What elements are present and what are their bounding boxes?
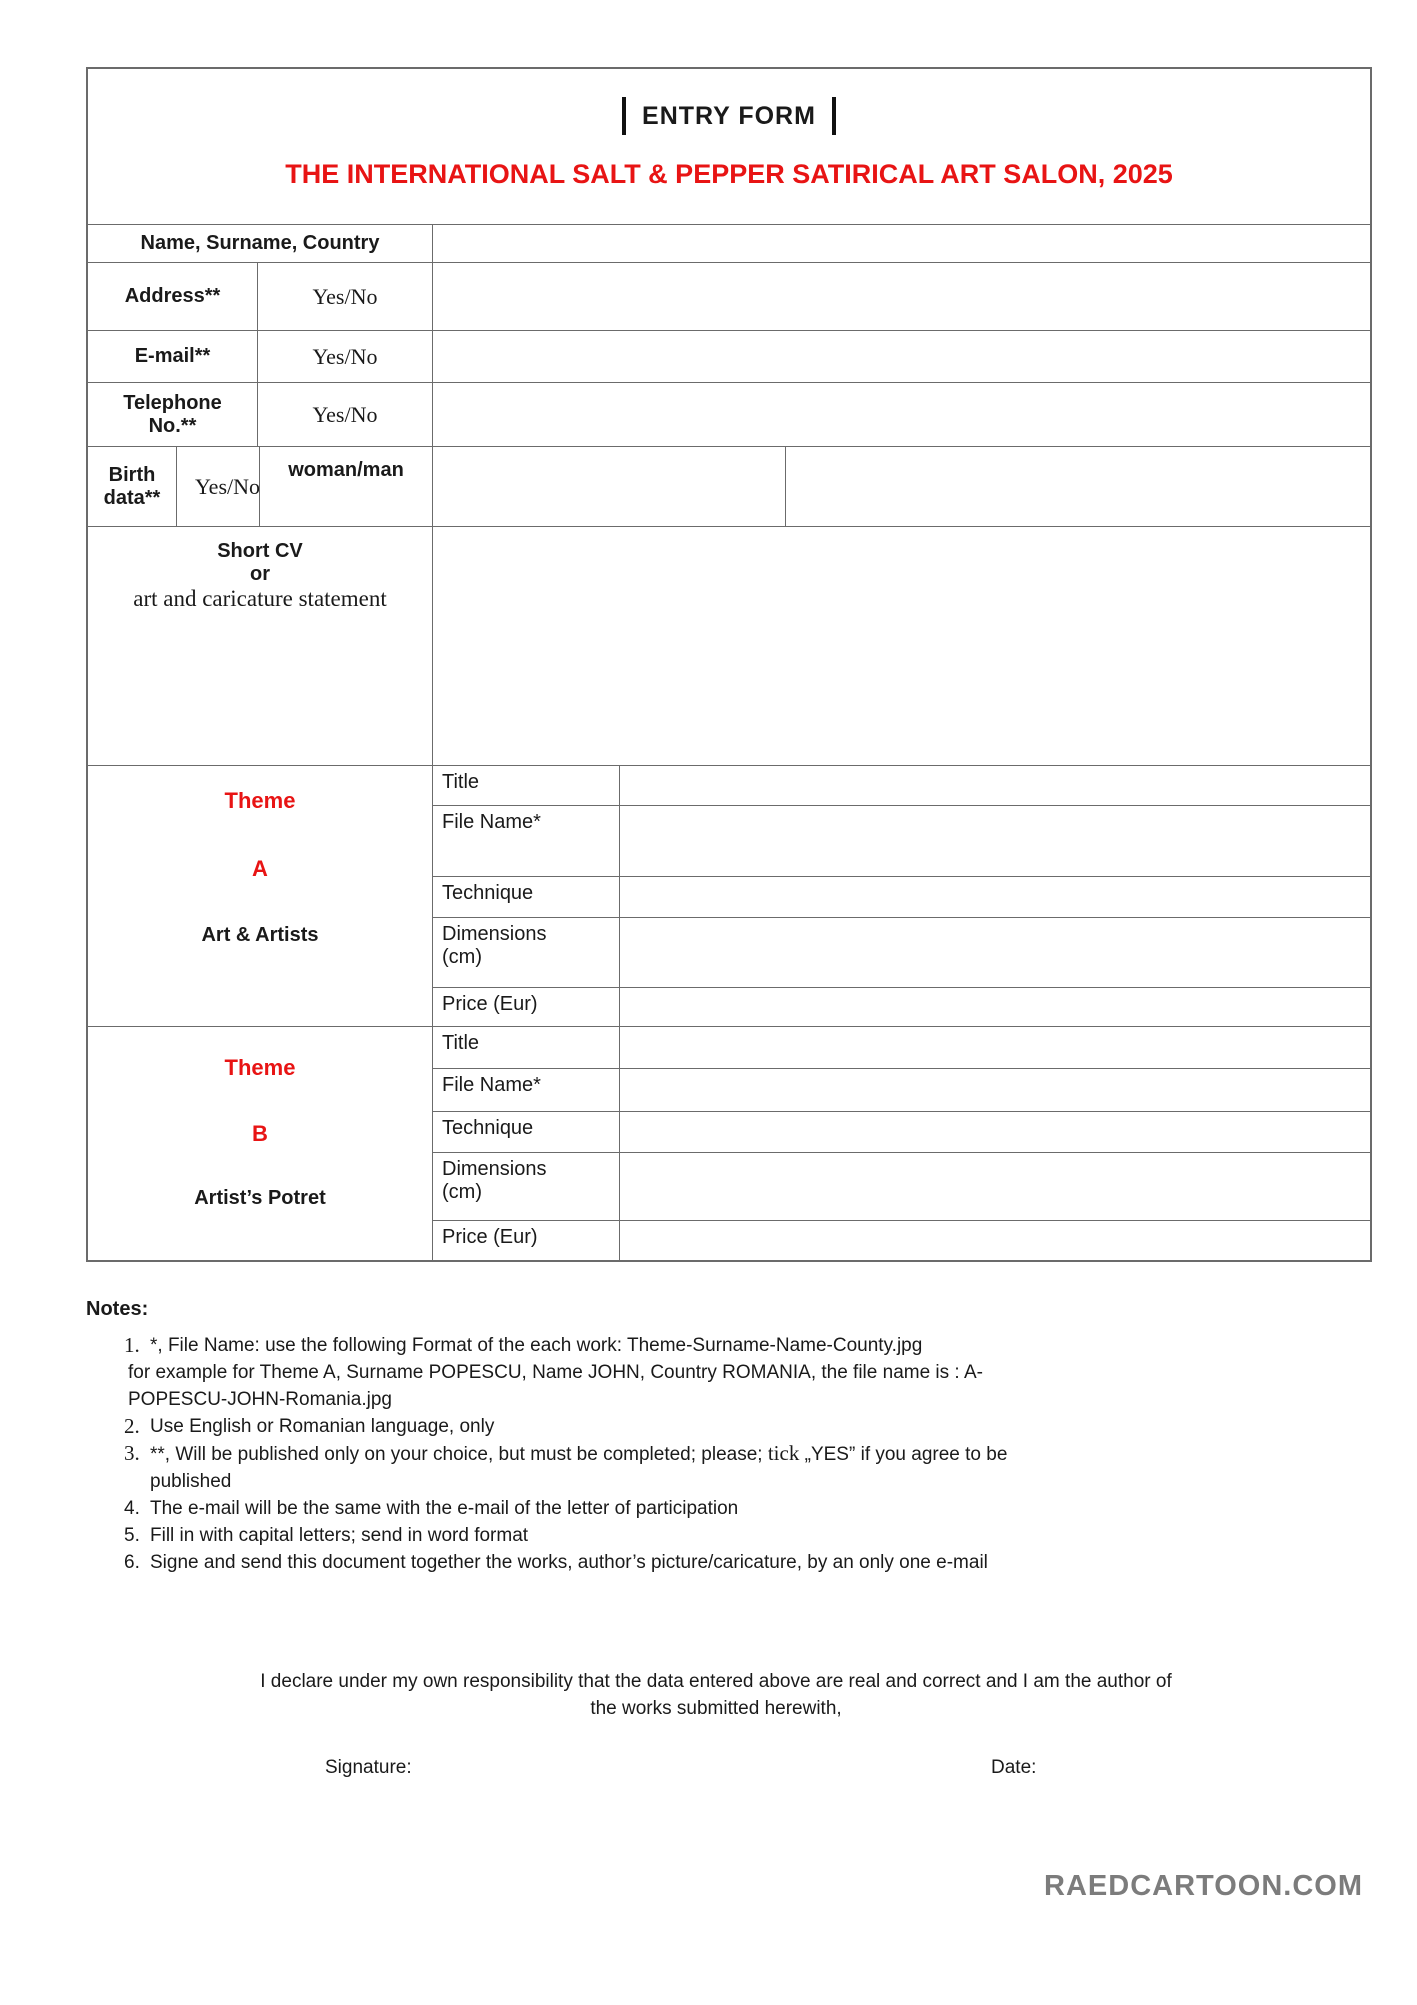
note-3-number: 3. [124,1441,140,1465]
note-item-1 [86,1332,1356,1359]
theme-a-filename-value [619,806,1370,876]
theme-b-price-row [432,1220,1370,1261]
short-cv-row [88,526,1370,765]
theme-a-dimensions-label: Dimensions (cm) [432,918,619,987]
email-value-cell [432,331,1370,382]
telephone-yesno-toggle: Yes/No [257,383,432,446]
note-4-number: 4. [124,1498,140,1519]
theme-b-technique-row [432,1111,1370,1152]
short-cv-label [88,527,432,765]
address-label: Address** [124,285,221,307]
theme-a-price-value [619,988,1370,1027]
declaration-line2: the works submitted herewith, [590,1698,842,1719]
address-value-cell [432,263,1370,330]
theme-b-technique-value [619,1112,1370,1152]
theme-b-dimensions-value [619,1153,1370,1220]
telephone-row [88,382,1370,446]
theme-b-price-label: Price (Eur) [432,1221,619,1261]
theme-a-filename-label: File Name* [432,806,619,876]
telephone-label: Telephone No.** [123,391,222,437]
theme-a-dimensions-row [432,917,1370,987]
note-1-number: 1. [124,1333,140,1357]
note-1-line2: for example for Theme A, Surname POPESCU, Name JOHN, Country ROMANIA, the file name is : A- [128,1362,983,1383]
theme-b-title-label: Title [432,1027,619,1068]
right-bar-decoration [832,97,836,135]
theme-b-label [88,1027,432,1260]
theme-a-dimensions-value [619,918,1370,987]
note-item-2 [86,1413,1356,1440]
email-row [88,330,1370,382]
note-3-tick-word: tick [767,1441,800,1465]
theme-a-technique-label: Technique [432,877,619,917]
note-1-line1: *, File Name: use the following Format of the each work: Theme-Surname-Name-County.jpg [150,1335,923,1356]
email-label: E-mail** [134,345,211,367]
theme-b-price-value [619,1221,1370,1261]
signature-label: Signature: [325,1757,412,1778]
short-cv-line1: Short CV [217,540,303,562]
theme-a-filename-row [432,805,1370,876]
theme-a-title-label: Title [432,766,619,805]
name-row [88,224,1370,262]
notes-heading: Notes: [86,1298,149,1320]
address-yesno-toggle: Yes/No [257,263,432,330]
note-6-number: 6. [124,1552,140,1573]
theme-a-price-label: Price (Eur) [432,988,619,1027]
birth-value-cell-2 [785,447,1370,526]
note-5-number: 5. [124,1525,140,1546]
theme-b-subtitle: Artist’s Potret [194,1187,326,1209]
note-3-yes-quote: „YES” [804,1444,856,1465]
short-cv-line3: art and caricature statement [133,586,387,611]
theme-a-fields [432,766,1370,1026]
theme-a-title-value [619,766,1370,805]
theme-b-title-row [432,1027,1370,1068]
birth-data-row [88,446,1370,526]
date-label: Date: [991,1757,1037,1778]
note-3-text: **, Will be published only on your choice, but must be completed; please; tick „YES” if you agree to be [150,1441,1008,1465]
note-5-text: Fill in with capital letters; send in word format [150,1525,529,1546]
salon-title: THE INTERNATIONAL SALT & PEPPER SATIRICAL ART SALON, 2025 [285,159,1173,189]
form-title: ENTRY FORM [642,101,816,130]
theme-a-label [88,766,432,1026]
note-2-number: 2. [124,1414,140,1438]
theme-b-title-value [619,1027,1370,1068]
theme-b-filename-value [619,1069,1370,1111]
note-item-6 [86,1549,1356,1576]
theme-a-price-row [432,987,1370,1027]
note-item-3 [86,1440,1356,1468]
notes-section [86,1296,1356,1576]
note-1-line3: POPESCU-JOHN-Romania.jpg [128,1389,392,1410]
address-row [88,262,1370,330]
email-yesno-toggle: Yes/No [257,331,432,382]
theme-b-word: Theme [224,1055,296,1080]
note-item-4 [86,1495,1356,1522]
theme-b-filename-row [432,1068,1370,1111]
theme-a-subtitle: Art & Artists [201,924,319,946]
name-label: Name, Surname, Country [140,232,380,254]
theme-b-section [88,1026,1370,1260]
entry-form-table [86,67,1372,1262]
declaration-text [86,1668,1346,1722]
theme-a-letter: A [252,856,268,881]
telephone-value-cell [432,383,1370,446]
birth-data-label: Birth data** [103,463,161,509]
theme-a-word: Theme [224,788,296,813]
site-watermark: RAEDCARTOON.COM [1044,1870,1363,1902]
form-header [88,69,1370,224]
theme-a-technique-value [619,877,1370,917]
birth-value-cell-1 [432,447,785,526]
theme-a-section [88,765,1370,1026]
note-3-line2: published [150,1471,232,1492]
entry-form-title-row [622,97,836,135]
note-4-text: The e-mail will be the same with the e-mail of the letter of participation [150,1498,739,1519]
note-6-text: Signe and send this document together the works, author’s picture/caricature, by an only one e-mail [150,1552,988,1573]
theme-a-technique-row [432,876,1370,917]
declaration-line1: I declare under my own responsibility that the data entered above are real and correct and I am the author of [260,1671,1172,1692]
birth-yesno-toggle: Yes/No [176,447,259,526]
theme-b-fields [432,1027,1370,1260]
note-item-5 [86,1522,1356,1549]
theme-b-dimensions-label: Dimensions (cm) [432,1153,619,1220]
theme-a-title-row [432,766,1370,805]
left-bar-decoration [622,97,626,135]
note-2-text: Use English or Romanian language, only [150,1416,495,1437]
short-cv-value-cell [432,527,1370,765]
theme-b-letter: B [252,1121,268,1146]
short-cv-line2: or [250,563,270,585]
gender-label: woman/man [259,447,432,526]
theme-b-technique-label: Technique [432,1112,619,1152]
theme-b-filename-label: File Name* [432,1069,619,1111]
theme-b-dimensions-row [432,1152,1370,1220]
name-value-cell [432,225,1370,262]
